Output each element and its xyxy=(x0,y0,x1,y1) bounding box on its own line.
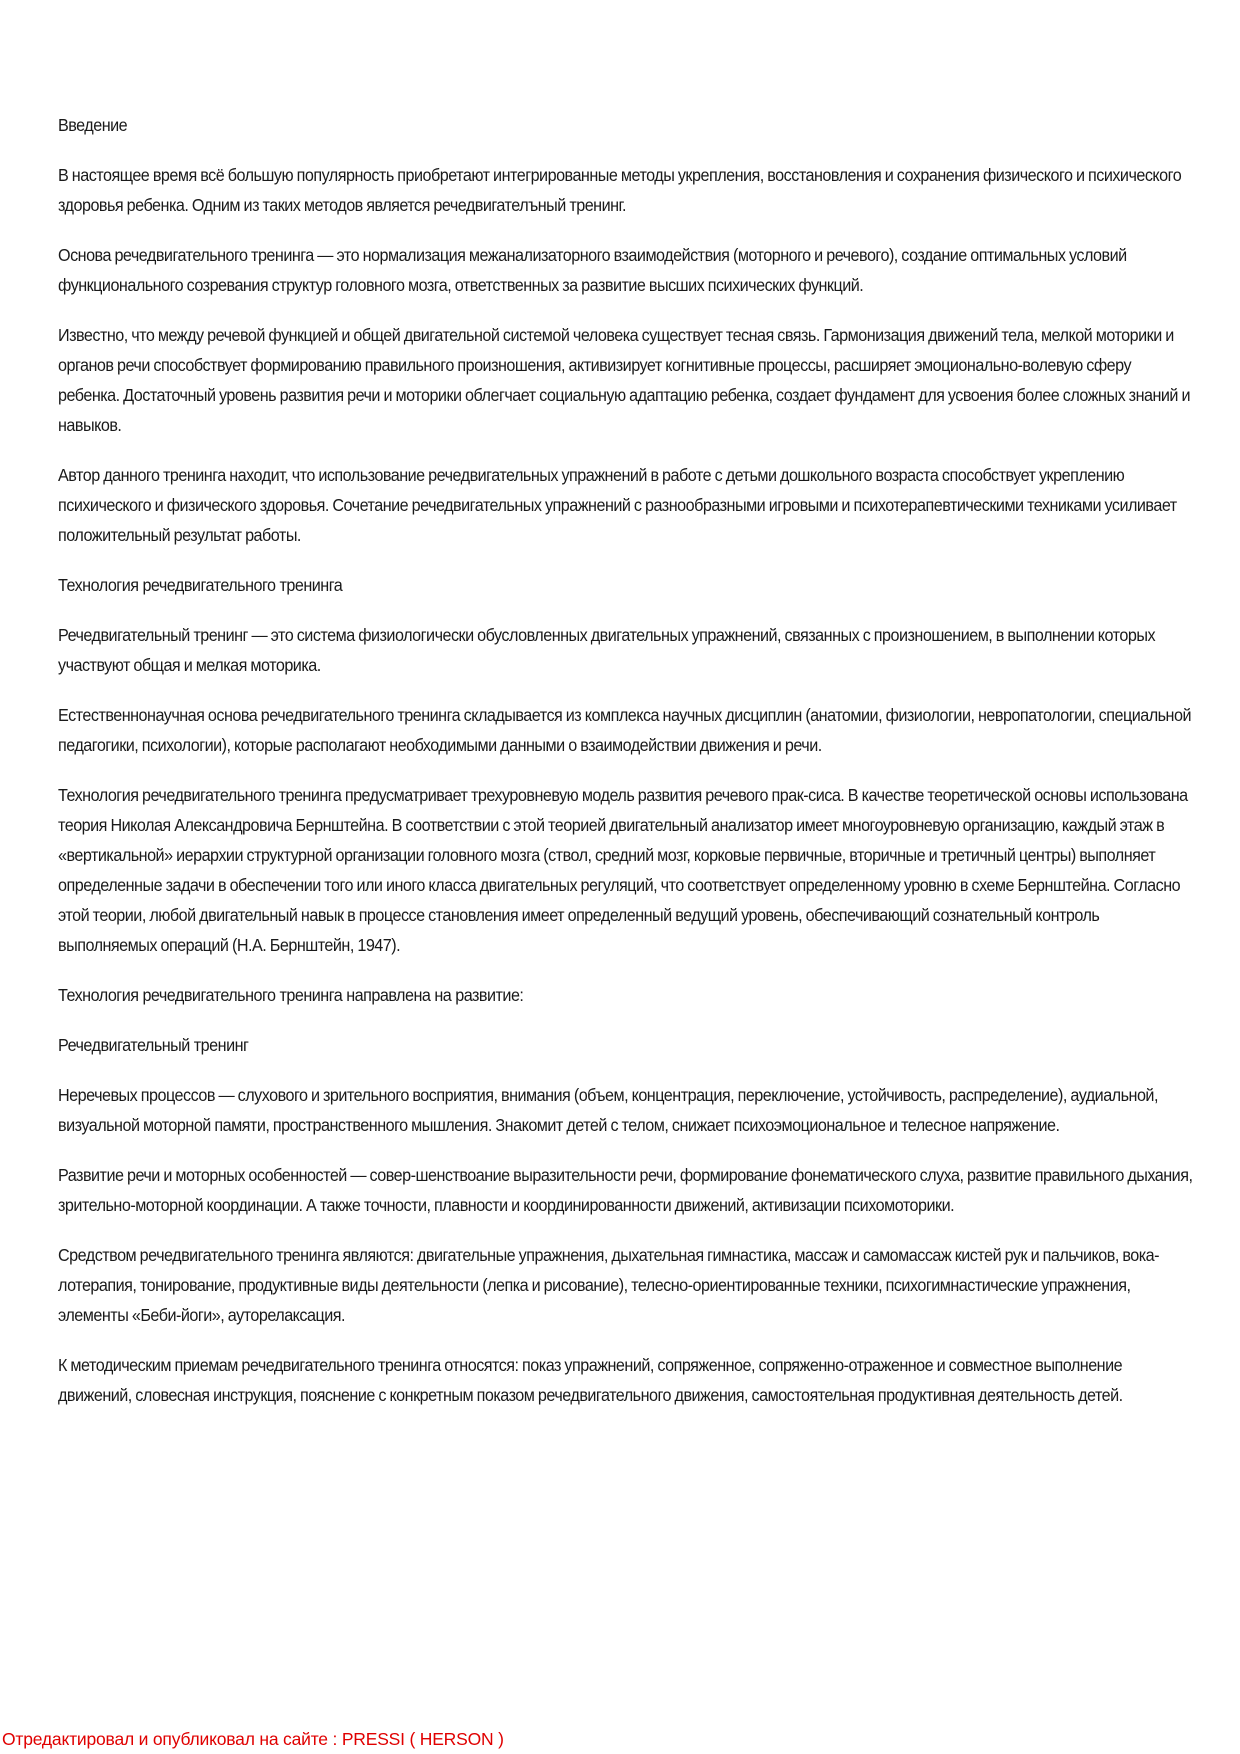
paragraph: Автор данного тренинга находит, что использование речедвигательных упражнений в работе с детьми дошкольного возраста способствует укреплению психического и физического здоровья. Сочетание речедвигательных упражнений с разнообразными игровыми и психотерапевтическими техниками усиливает положительный результат работы. xyxy=(58,465,1177,545)
section-heading-development: Технология речедвигательного тренинга направлена на развитие: xyxy=(58,985,524,1005)
paragraph: Естественнонаучная основа речедвигательного тренинга складывается из комплекса научных дисциплин (анатомии, физиологии, невропатологии, специальной педагогики, психологии), которые располагают необходимыми данными о взаимодействии движения и речи. xyxy=(58,705,1191,755)
publisher-footer: Отредактировал и опубликовал на сайте : PRESSI ( HERSON ) xyxy=(2,1729,504,1749)
paragraph: Неречевых процессов — слухового и зрительного восприятия, внимания (объем, концентрация, переключение, устойчивость, распределение), аудиальной, визуальной моторной памяти, пространственного мышления. Знакомит детей с телом, снижает психоэмоциональное и телесное напряжение. xyxy=(58,1085,1158,1135)
section-heading-technology: Технология речедвигательного тренинга xyxy=(58,575,343,595)
paragraph: Основа речедвигательного тренинга — это нормализация межанализаторного взаимодействия (моторного и речевого), создание оптимальных условий функционального созревания структур головного мозга, ответственных за развитие высших психических функций. xyxy=(58,245,1127,295)
document-body xyxy=(58,110,1193,1430)
paragraph: К методическим приемам речедвигательного тренинга относятся: показ упражнений, сопряженное, сопряженно-отраженное и совместное выполнение движений, словесная инструкция, пояснение с конкретным показом речедвигательного движения, самостоятельная продуктивная деятельность детей. xyxy=(58,1355,1123,1405)
section-heading-training: Речедвигательный тренинг xyxy=(58,1035,249,1055)
paragraph: В настоящее время всё большую популярность приобретают интегрированные методы укрепления, восстановления и сохранения физического и психического здоровья ребенка. Одним из таких методов является речедвигателъный тренинг. xyxy=(58,165,1182,215)
paragraph: Известно, что между речевой функцией и общей двигательной системой человека существует тесная связь. Гармонизация движений тела, мелкой моторики и органов речи способствует формированию правильного произношения, активизирует когнитивные процессы, расширяет эмоционально-волевую сферу ребенка. Достаточный уровень развития речи и моторики облегчает социальную адаптацию ребенка, создает фундамент для усвоения более сложных знаний и навыков. xyxy=(58,325,1190,435)
paragraph: Речедвигательный тренинг — это система физиологически обусловленных двигательных упражнений, связанных с произношением, в выполнении которых участвуют общая и мелкая моторика. xyxy=(58,625,1156,675)
section-heading-introduction: Введение xyxy=(58,115,128,135)
paragraph: Развитие речи и моторных особенностей — совер-шенствоание выразительности речи, формирование фонематического слуха, развитие правильного дыхания, зрительно-моторной координации. А также точности, плавности и координированности движений, активизации психомоторики. xyxy=(58,1165,1193,1215)
paragraph: Технология речедвигательного тренинга предусматривает трехуровневую модель развития речевого прак-сиса. В качестве теоретической основы использована теория Николая Александровича Бернштейна. В соответствии с этой теорией двигательный анализатор имеет многоуровневую организацию, каждый этаж в «вертикальной» иерархии структурной организации головного мозга (ствол, средний мозг, корковые первичные, вторичные и третичный центры) выполняет определенные задачи в обеспечении того или иного класса двигательных регуляций, что соответствует определенному уровню в схеме Бернштейна. Согласно этой теории, любой двигательный навык в процессе становления имеет определенный ведущий уровень, обеспечивающий сознательный контроль выполняемых операций (Н.А. Бернштейн, 1947). xyxy=(58,785,1188,955)
paragraph: Средством речедвигательного тренинга являются: двигательные упражнения, дыхательная гимнастика, массаж и самомассаж кистей рук и пальчиков, вока-лотерапия, тонирование, продуктивные виды деятельности (лепка и рисование), телесно-ориентированные техники, психогимнастические упражнения, элементы «Беби-йоги», ауторелаксация. xyxy=(58,1245,1160,1325)
